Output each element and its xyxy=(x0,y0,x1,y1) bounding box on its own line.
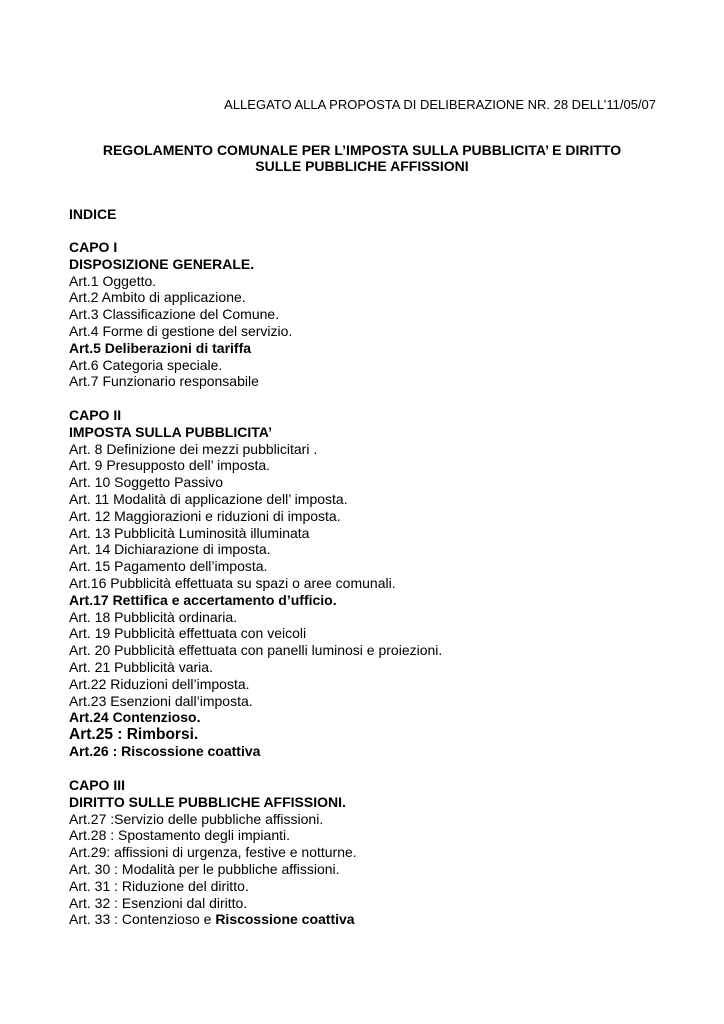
index-item: Art.1 Oggetto. xyxy=(69,272,157,289)
index-item: Art.3 Classificazione del Comune. xyxy=(69,306,280,323)
title-line: SULLE PUBBLICHE AFFISSIONI xyxy=(255,158,469,174)
chapter-label: CAPO II xyxy=(69,407,122,423)
chapter-heading: DIRITTO SULLE PUBBLICHE AFFISSIONI. xyxy=(69,793,346,810)
index-item: Art.24 Contenzioso. xyxy=(69,709,201,726)
index-item: Art.23 Esenzioni dall’imposta. xyxy=(69,692,253,709)
chapter-capo-3 xyxy=(69,777,357,928)
chapter-capo-1 xyxy=(69,239,292,390)
index-item: Art. 14 Dichiarazione di imposta. xyxy=(69,541,271,558)
index-item: Art. 32 : Esenzioni dal diritto. xyxy=(69,894,248,911)
index-item: Art.25 : Rimborsi. xyxy=(69,726,199,744)
chapter-capo-2 xyxy=(69,407,442,760)
chapter-label: CAPO I xyxy=(69,239,118,255)
index-item-bold-text: Riscossione coattiva xyxy=(215,911,355,928)
title-line: REGOLAMENTO COMUNALE PER L’IMPOSTA SULLA PUBBLICITA’ E DIRITTO xyxy=(102,142,622,158)
index-item: Art. 18 Pubblicità ordinaria. xyxy=(69,608,238,625)
index-item: Art.16 Pubblicità effettuata su spazi o aree comunali. xyxy=(69,574,396,591)
index-item: Art.6 Categoria speciale. xyxy=(69,356,223,373)
index-item: Art.26 : Riscossione coattiva xyxy=(69,743,261,760)
index-item: Art.27 :Servizio delle pubbliche affissioni. xyxy=(69,810,324,827)
chapter-heading: IMPOSTA SULLA PUBBLICITA’ xyxy=(69,423,272,440)
index-item: Art.2 Ambito di applicazione. xyxy=(69,289,246,306)
index-item: Art. 19 Pubblicità effettuata con veicoli xyxy=(69,625,307,642)
index-item: Art.7 Funzionario responsabile xyxy=(69,373,259,390)
index-item: Art.4 Forme di gestione del servizio. xyxy=(69,322,293,339)
index-item: Art. 11 Modalità di applicazione dell’ imposta. xyxy=(69,490,348,507)
chapter-heading: DISPOSIZIONE GENERALE. xyxy=(69,255,255,272)
index-heading: INDICE xyxy=(69,206,117,222)
index-item: Art. 8 Definizione dei mezzi pubblicitari . xyxy=(69,440,318,457)
index-item: Art. 12 Maggiorazioni e riduzioni di imposta. xyxy=(69,507,341,524)
index-item-last xyxy=(69,911,357,928)
index-item: Art. 31 : Riduzione del diritto. xyxy=(69,877,249,894)
index-item: Art. 9 Presupposto dell’ imposta. xyxy=(69,457,271,474)
attachment-note: ALLEGATO ALLA PROPOSTA DI DELIBERAZIONE NR. 28 DELL’11/05/07 xyxy=(224,97,656,112)
index-item: Art.17 Rettifica e accertamento d’ufficio. xyxy=(69,591,337,608)
chapter-label: CAPO III xyxy=(69,777,126,793)
index-item: Art.5 Deliberazioni di tariffa xyxy=(69,339,252,356)
index-item: Art. 15 Pagamento dell’imposta. xyxy=(69,558,268,575)
index-item: Art.22 Riduzioni dell’imposta. xyxy=(69,675,250,692)
index-item: Art.29: affissioni di urgenza, festive e notturne. xyxy=(69,844,357,861)
index-item: Art.28 : Spostamento degli impianti. xyxy=(69,827,291,844)
index-item: Art. 21 Pubblicità varia. xyxy=(69,658,213,675)
index-item: Art. 30 : Modalità per le pubbliche affissioni. xyxy=(69,860,340,877)
index-item: Art. 20 Pubblicità effettuata con panelli luminosi e proiezioni. xyxy=(69,642,443,659)
index-item-text: Art. 33 : Contenzioso e xyxy=(69,911,216,928)
document-title xyxy=(69,142,655,174)
index-item: Art. 10 Soggetto Passivo xyxy=(69,474,224,491)
index-item: Art. 13 Pubblicità Luminosità illuminata xyxy=(69,524,310,541)
